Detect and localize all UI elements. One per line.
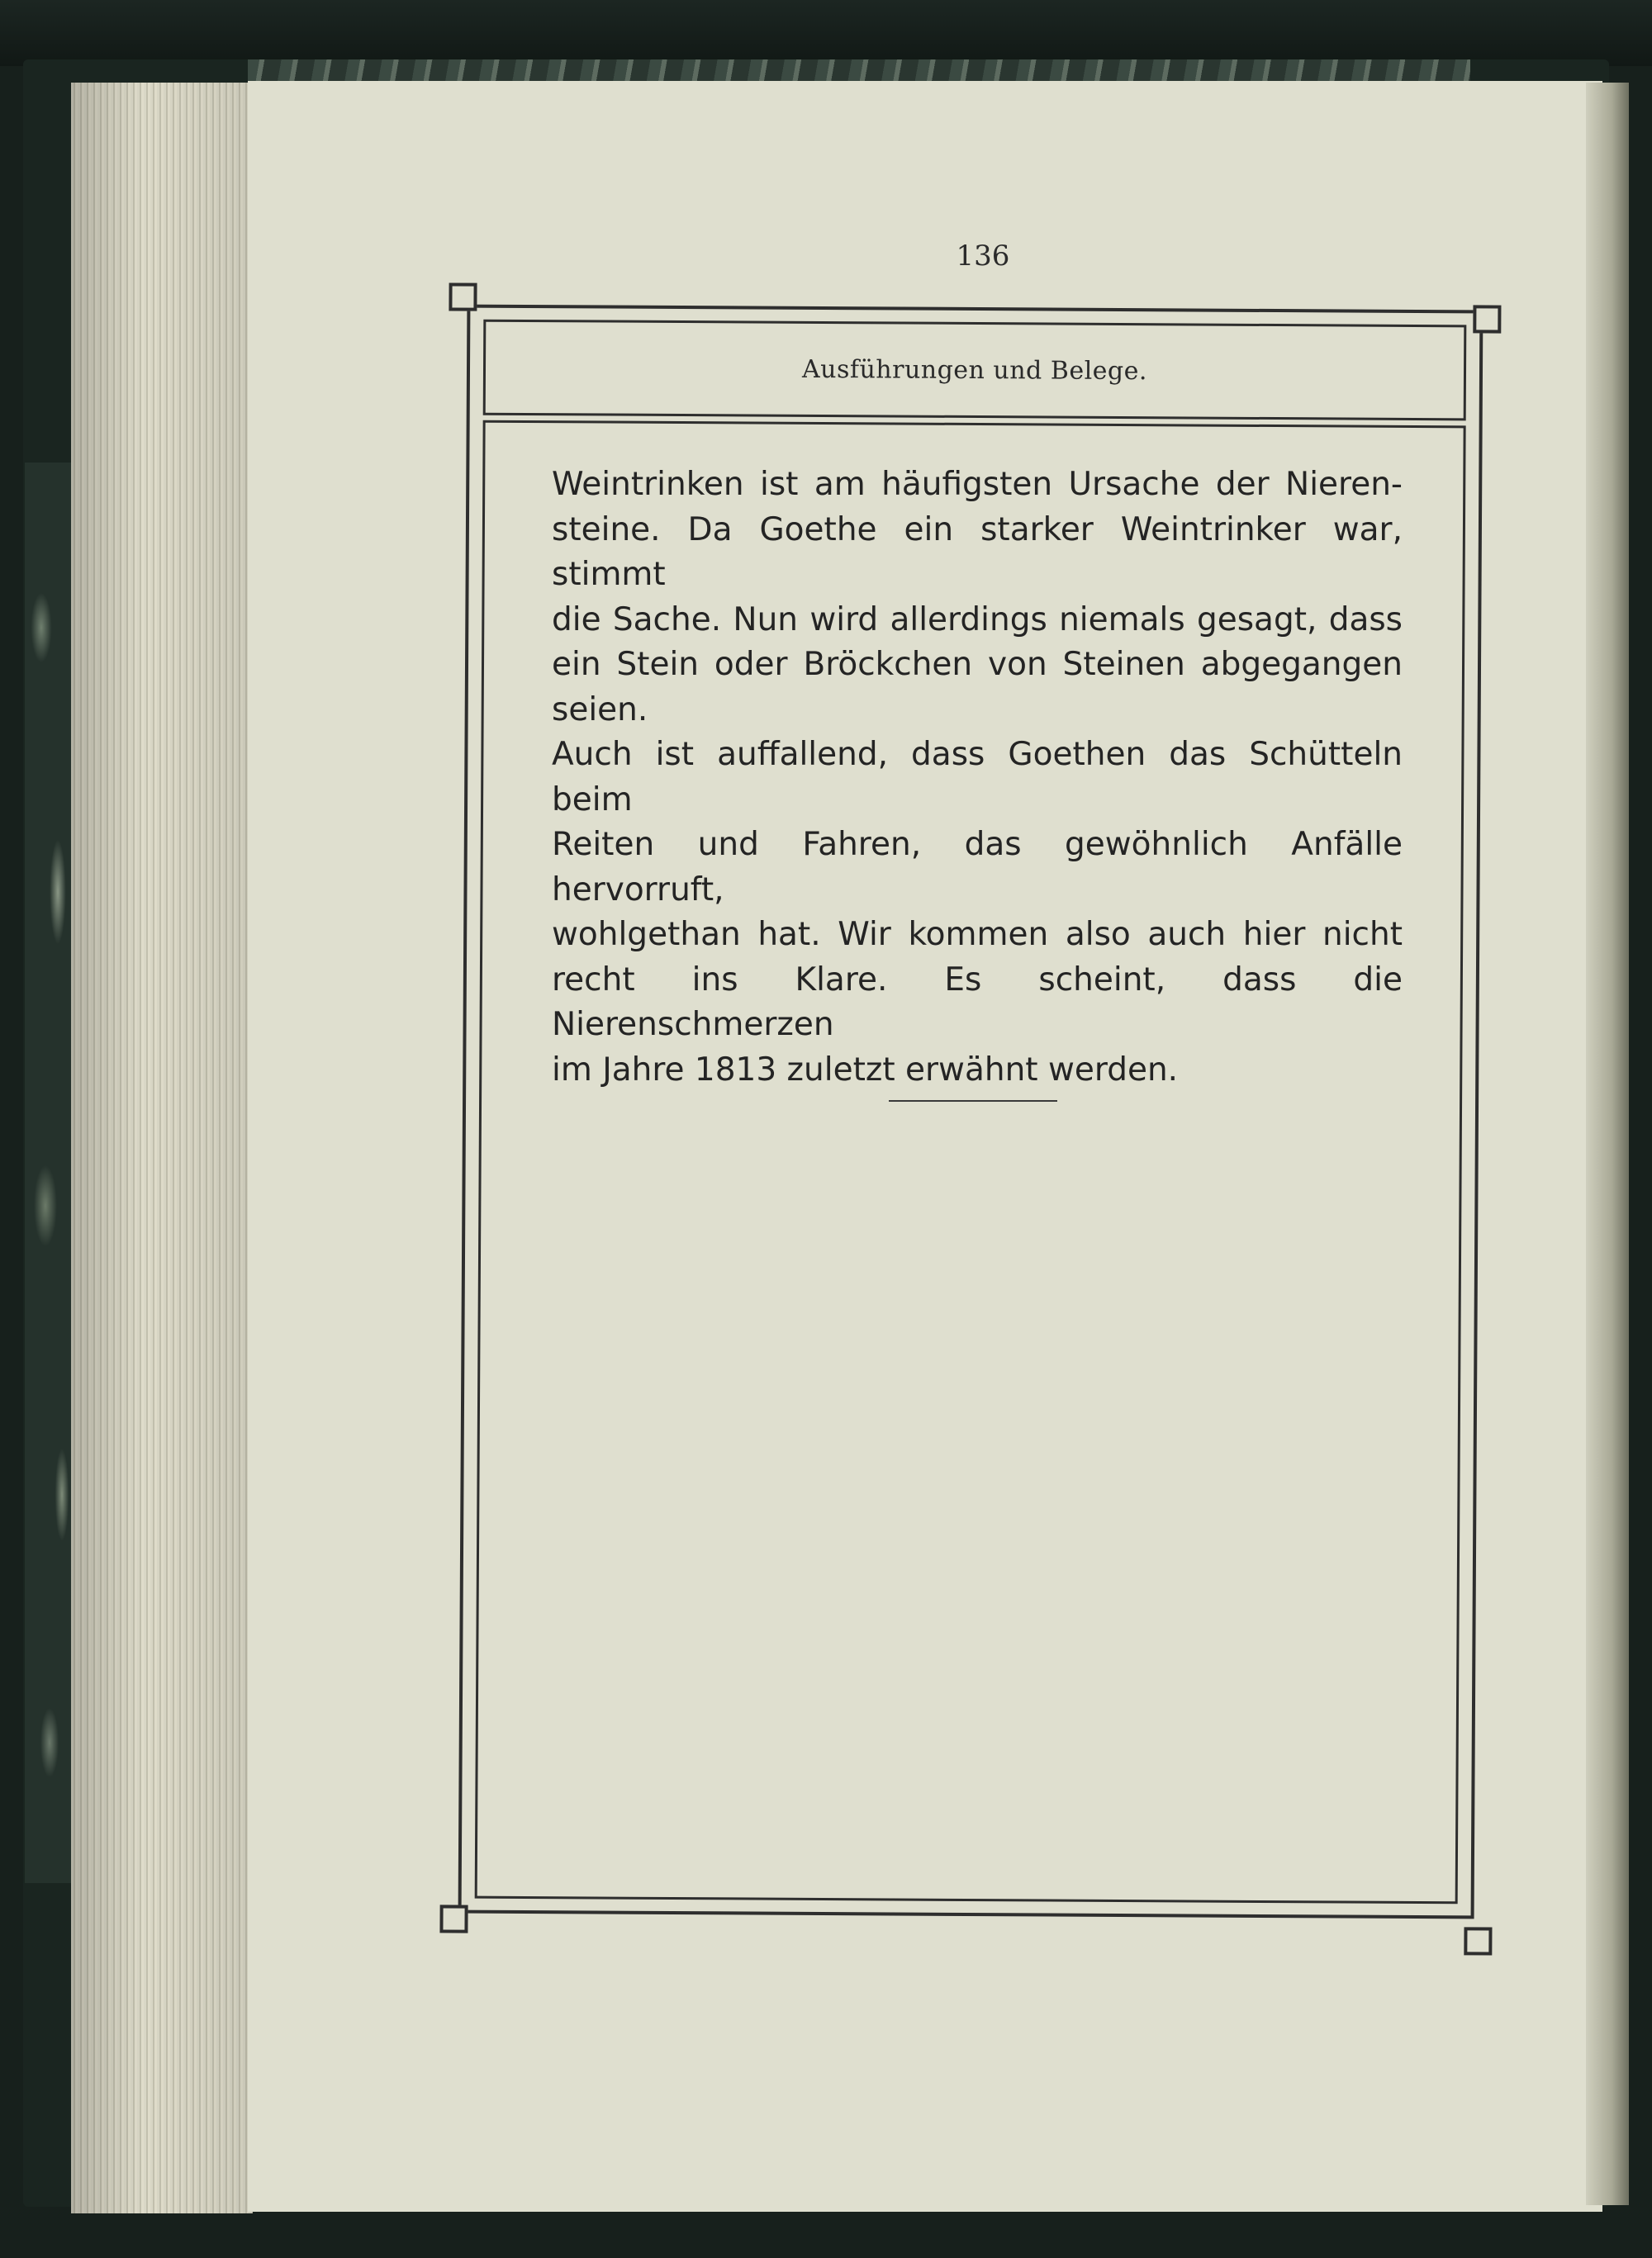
dark-background — [0, 0, 1652, 66]
corner-square-top-left — [449, 282, 477, 311]
text-line: ein Stein oder Bröckchen von Steinen abgegangen seien. — [552, 646, 1403, 728]
corner-square-bottom-right — [1464, 1927, 1492, 1955]
page-number: 136 — [956, 240, 1010, 273]
running-header: Ausführungen und Belege. — [801, 354, 1148, 386]
section-end-rule — [889, 1100, 1057, 1102]
text-line: wohlgethan hat. Wir kommen also auch hier nicht — [552, 916, 1403, 953]
text-line: Auch ist auffallend, dass Goethen das Schütteln beim — [552, 736, 1403, 818]
running-header-box — [483, 320, 1467, 421]
text-line: die Sache. Nun wird allerdings niemals gesagt, dass — [552, 600, 1403, 638]
corner-square-bottom-left — [439, 1905, 468, 1933]
text-line: Reiten und Fahren, das gewöhnlich Anfälle hervorruft, — [552, 826, 1403, 908]
text-line: im Jahre 1813 zuletzt erwähnt werden. — [552, 1051, 1179, 1089]
page-gutter — [1586, 83, 1629, 2205]
text-line: recht ins Klare. Es scheint, dass die Nierenschmerzen — [552, 961, 1403, 1043]
body-paragraph — [552, 463, 1403, 1093]
marbled-cover-edge — [25, 463, 74, 1883]
page-stack-shadow — [71, 83, 253, 2213]
corner-square-top-right — [1473, 305, 1501, 333]
text-line: steine. Da Goethe ein starker Weintrinker war, stimmt — [552, 510, 1403, 593]
text-line: Weintrinken ist am häufigsten Ursache der Nieren- — [552, 466, 1403, 503]
